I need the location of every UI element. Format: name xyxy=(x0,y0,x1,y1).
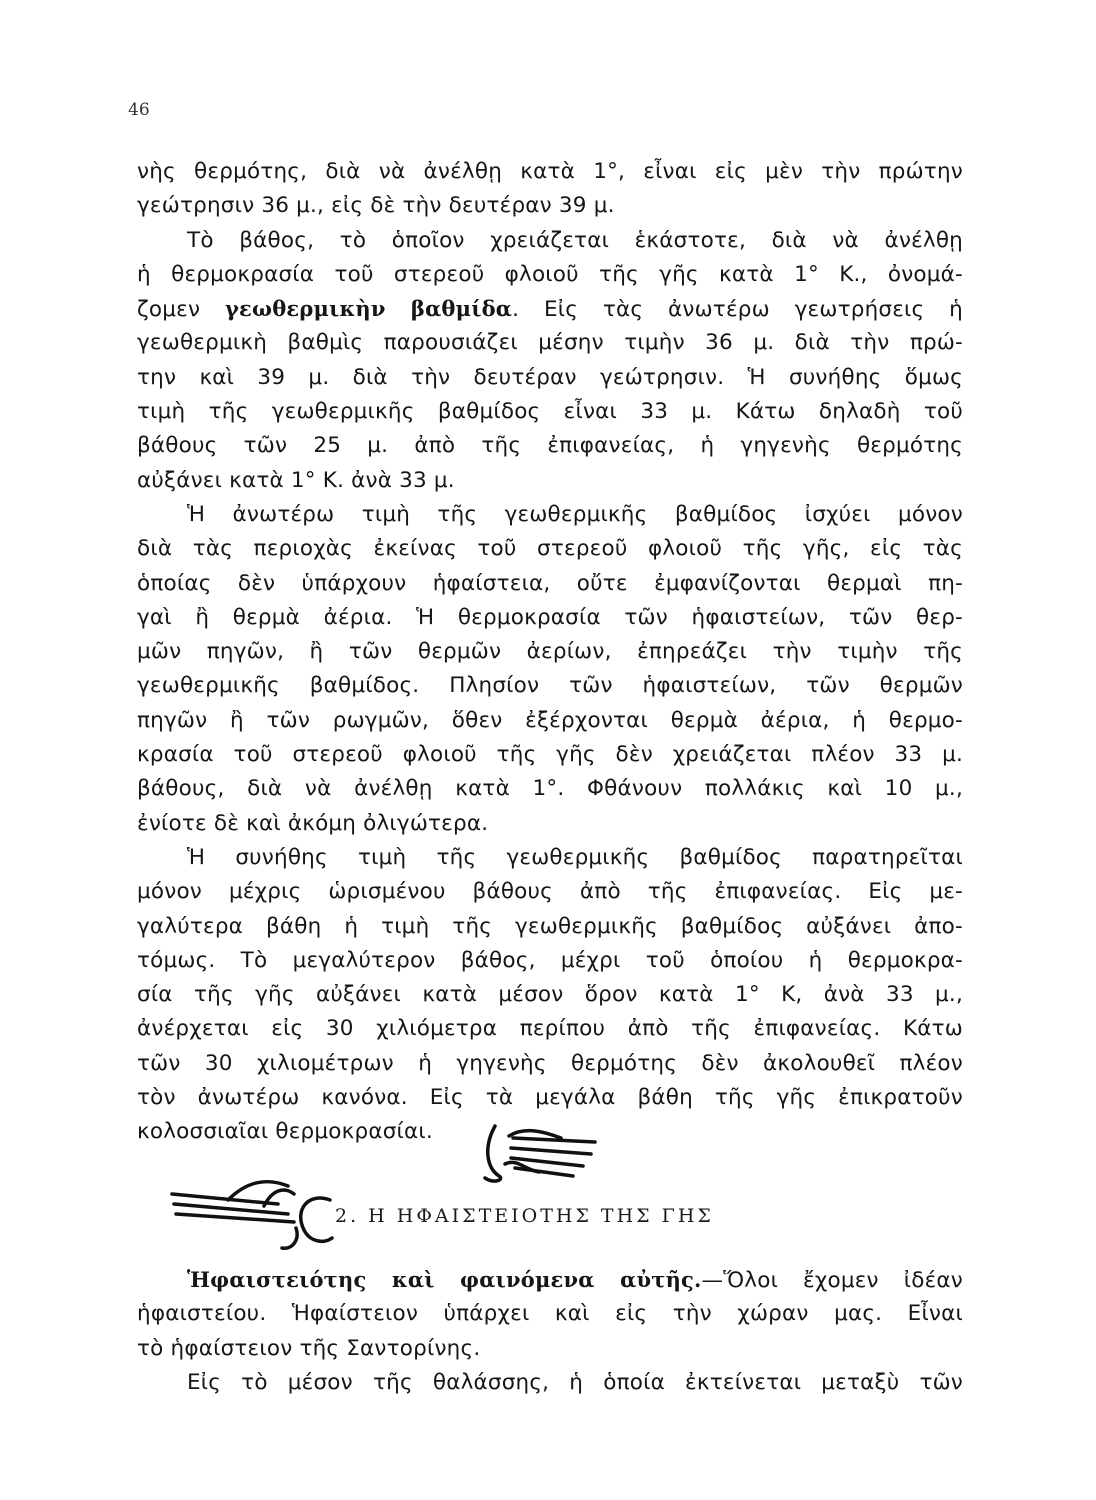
text-line: την καὶ 39 μ. διὰ τὴν δευτέραν γεώτρησιν. Ἡ συνήθης ὅμως xyxy=(137,364,963,390)
text-line: γαλύτερα βάθη ἡ τιμὴ τῆς γεωθερμικῆς βαθμίδος αὐξάνει ἀπο- xyxy=(137,913,963,939)
text-line-with-term xyxy=(137,292,963,326)
text-line: ἡφαιστείου. Ἡφαίστειον ὑπάρχει καὶ εἰς τὴν χώραν μας. Εἶναι xyxy=(137,1301,963,1327)
text-line: διὰ τὰς περιοχὰς ἐκείνας τοῦ στερεοῦ φλοιοῦ τῆς γῆς, εἰς τὰς xyxy=(137,536,963,562)
text-line: μόνον μέχρις ὡρισμένου βάθους ἀπὸ τῆς ἐπιφανείας. Εἰς με- xyxy=(137,879,963,905)
text-line: πηγῶν ἢ τῶν ρωγμῶν, ὅθεν ἐξέρχονται θερμὰ ἀέρια, ἡ θερμο- xyxy=(137,707,963,733)
text-line: Τὸ βάθος, τὸ ὁποῖον χρειάζεται ἑκάστοτε, διὰ νὰ ἀνέλθῃ xyxy=(187,227,963,253)
text-line: γεωθερμικὴ βαθμὶς παρουσιάζει μέσην τιμὴν 36 μ. διὰ τὴν πρώ- xyxy=(137,330,963,356)
page-number: 46 xyxy=(128,100,150,120)
section-text-block xyxy=(137,1263,963,1400)
text-line: νὴς θερμότης, διὰ νὰ ἀνέλθῃ κατὰ 1°, εἶναι εἰς μὲν τὴν πρώτην xyxy=(137,159,963,184)
main-text-block xyxy=(137,155,963,1150)
bold-term: γεωθερμικὴν βαθμίδα xyxy=(224,296,513,322)
text-line: ἀνέρχεται εἰς 30 χιλιόμετρα περίπου ἀπὸ τῆς ἐπιφανείας. Κάτω xyxy=(137,1016,963,1042)
text-fragment: ζομεν xyxy=(137,297,225,323)
text-line: γεώτρησιν 36 μ., εἰς δὲ τὴν δευτέραν 39 μ. xyxy=(137,193,615,219)
text-line: τόμως. Τὸ μεγαλύτερον βάθος, μέχρι τοῦ ὁποίου ἡ θερμοκρα- xyxy=(137,947,963,973)
text-line: τὸν ἀνωτέρω κανόνα. Εἰς τὰ μεγάλα βάθη τῆς γῆς ἐπικρατοῦν xyxy=(137,1085,963,1111)
text-line: αὐξάνει κατὰ 1° Κ. ἀνὰ 33 μ. xyxy=(137,467,455,493)
section-subheading: Ἡφαιστειότης καὶ φαινόμενα αὐτῆς. xyxy=(187,1267,702,1292)
section-title: 2. Η ΗΦΑΙΣΤΕΙΟΤΗΣ ΤΗΣ ΓΗΣ xyxy=(335,1205,714,1227)
text-line: τιμὴ τῆς γεωθερμικῆς βαθμίδος εἶναι 33 μ. Κάτω δηλαδὴ τοῦ xyxy=(137,399,963,425)
text-line: Εἰς τὸ μέσον τῆς θαλάσσης, ἡ ὁποία ἐκτείνεται μεταξὺ τῶν xyxy=(187,1369,963,1395)
text-line: βάθους τῶν 25 μ. ἀπὸ τῆς ἐπιφανείας, ἡ γηγενὴς θερμότης xyxy=(137,433,963,459)
text-line: ἐνίοτε δὲ καὶ ἀκόμη ὀλιγώτερα. xyxy=(137,810,489,836)
text-line: βάθους, διὰ νὰ ἀνέλθῃ κατὰ 1°. Φθάνουν πολλάκις καὶ 10 μ., xyxy=(137,776,963,802)
text-fragment: —Ὅλοι ἔχομεν ἰδέαν xyxy=(701,1268,963,1293)
text-line: τὸ ἡφαίστειον τῆς Σαντορίνης. xyxy=(137,1335,481,1361)
text-line: κολοσσιαῖαι θερμοκρασίαι. xyxy=(137,1119,433,1145)
text-line: γεωθερμικῆς βαθμίδος. Πλησίον τῶν ἡφαιστείων, τῶν θερμῶν xyxy=(137,673,963,699)
decorative-scribble-right xyxy=(465,1118,605,1188)
text-line: κρασία τοῦ στερεοῦ φλοιοῦ τῆς γῆς δὲν χρειάζεται πλέον 33 μ. xyxy=(137,742,963,768)
text-line: ἡ θερμοκρασία τοῦ στερεοῦ φλοιοῦ τῆς γῆς κατὰ 1° Κ., ὀνομά- xyxy=(137,261,963,287)
decorative-scribble-left xyxy=(168,1170,338,1255)
section-heading-line xyxy=(137,1263,963,1297)
text-line: τῶν 30 χιλιομέτρων ἡ γηγενὴς θερμότης δὲν ἀκολουθεῖ πλέον xyxy=(137,1050,963,1076)
text-line: Ἡ συνήθης τιμὴ τῆς γεωθερμικῆς βαθμίδος παρατηρεῖται xyxy=(187,844,963,870)
text-line: γαὶ ἢ θερμὰ ἀέρια. Ἡ θερμοκρασία τῶν ἡφαιστείων, τῶν θερ- xyxy=(137,604,963,630)
text-line: ὁποίας δὲν ὑπάρχουν ἡφαίστεια, οὔτε ἐμφανίζονται θερμαὶ πη- xyxy=(137,570,963,596)
text-line: σία τῆς γῆς αὐξάνει κατὰ μέσον ὅρον κατὰ 1° Κ, ἀνὰ 33 μ., xyxy=(137,982,963,1008)
text-line: μῶν πηγῶν, ἢ τῶν θερμῶν ἀερίων, ἐπηρεάζει τὴν τιμὴν τῆς xyxy=(137,639,963,665)
text-line: Ἡ ἀνωτέρω τιμὴ τῆς γεωθερμικῆς βαθμίδος ἰσχύει μόνον xyxy=(187,501,963,527)
text-fragment: . Εἰς τὰς ἀνωτέρω γεωτρήσεις ἡ xyxy=(512,297,963,323)
